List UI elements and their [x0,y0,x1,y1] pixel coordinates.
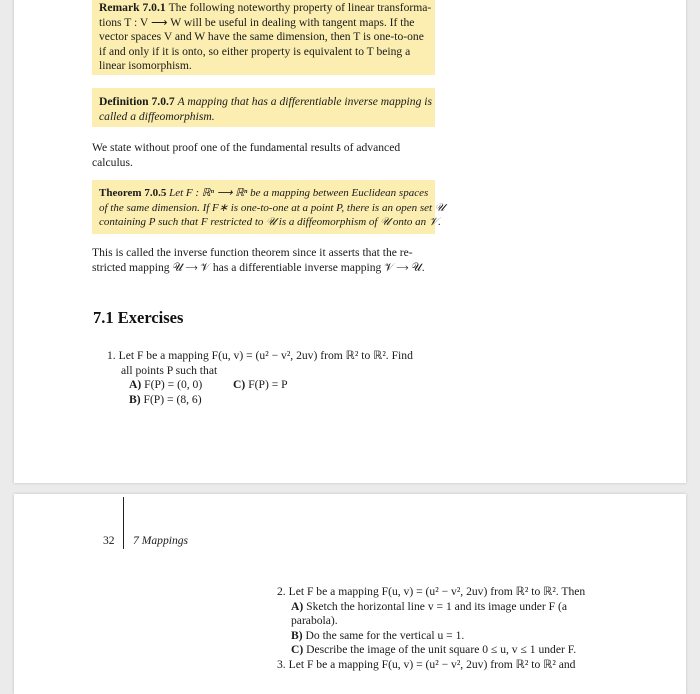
part-text: parabola). [291,614,338,627]
section-title: 7.1 Exercises [93,308,184,327]
definition-heading: Definition 7.0.7 [99,95,175,108]
exercise-line: Let F be a mapping F(u, v) = (u² − v², 2uv) from ℝ² to ℝ². Then [288,585,586,598]
exercise-number: 2. [277,585,286,598]
part-label: B) [291,628,303,642]
paragraph-inverse-function [92,246,437,275]
definition-line: called a diffeomorphism. [99,109,215,123]
header-rule [123,497,124,549]
exercise-number: 1. [107,349,116,362]
part-label: A) [291,599,304,613]
definition-text [99,95,433,124]
part-text: Do the same for the vertical u = 1. [305,628,465,642]
theorem-heading: Theorem 7.0.5 [99,187,167,199]
part-text: Describe the image of the unit square 0 ≤ u, v ≤ 1 under F. [306,643,577,656]
exercise-line: Let F be a mapping F(u, v) = (u² − v², 2uv) from ℝ² to ℝ². Find [118,349,413,362]
theorem-text [99,186,445,230]
exercise-2 [277,585,617,672]
remark-text [99,1,433,74]
paragraph-intro [92,141,437,170]
part-text: F(P) = (8, 6) [143,392,202,406]
paragraph-line: stricted mapping 𝒰 ⟶ 𝒱 has a differentiable inverse mapping 𝒱 ⟶ 𝒰. [92,260,425,274]
remark-line: The following noteworthy property of linear transforma- [168,1,432,14]
part-text: F(P) = (0, 0) [144,378,203,391]
part-label: C) [291,643,304,656]
remark-line: if and only if it is onto, so either property is equivalent to T being a [99,44,411,58]
remark-line: linear isomorphism. [99,59,192,72]
part-label: C) [233,378,246,391]
paragraph-line: We state without proof one of the fundamental results of advanced [92,141,401,154]
exercise-line: Let F be a mapping F(u, v) = (u² − v², 2uv) from ℝ² to ℝ² and [288,657,576,671]
exercise-1 [107,349,447,407]
definition-line: A mapping that has a differentiable inverse mapping is [177,95,432,108]
part-label: B) [129,392,141,406]
paragraph-line: This is called the inverse function theorem since it asserts that the re- [92,246,413,259]
remark-line: tions T : V ⟶ W will be useful in dealing with tangent maps. If the [99,15,415,29]
theorem-line: containing P such that F restricted to 𝒰 is a diffeomorphism of 𝒰 onto an 𝒱. [99,216,441,228]
page-number: 32 [103,534,115,547]
exercise-line: all points P such that [121,363,218,377]
part-text: F(P) = P [248,378,288,391]
remark-line: vector spaces V and W have the same dimension, then T is one-to-one [99,30,424,43]
remark-heading: Remark 7.0.1 [99,1,166,14]
paragraph-line: calculus. [92,155,133,169]
theorem-line: of the same dimension. If F∗ is one-to-one at a point P, there is an open set 𝒰 [99,201,445,214]
part-label: A) [129,378,142,391]
exercise-number: 3. [277,657,286,671]
chapter-title: 7 Mappings [133,534,189,547]
theorem-line: Let F : ℝⁿ ⟶ ℝⁿ be a mapping between Euclidean spaces [169,187,429,199]
part-text: Sketch the horizontal line v = 1 and its image under F (a [306,599,568,613]
